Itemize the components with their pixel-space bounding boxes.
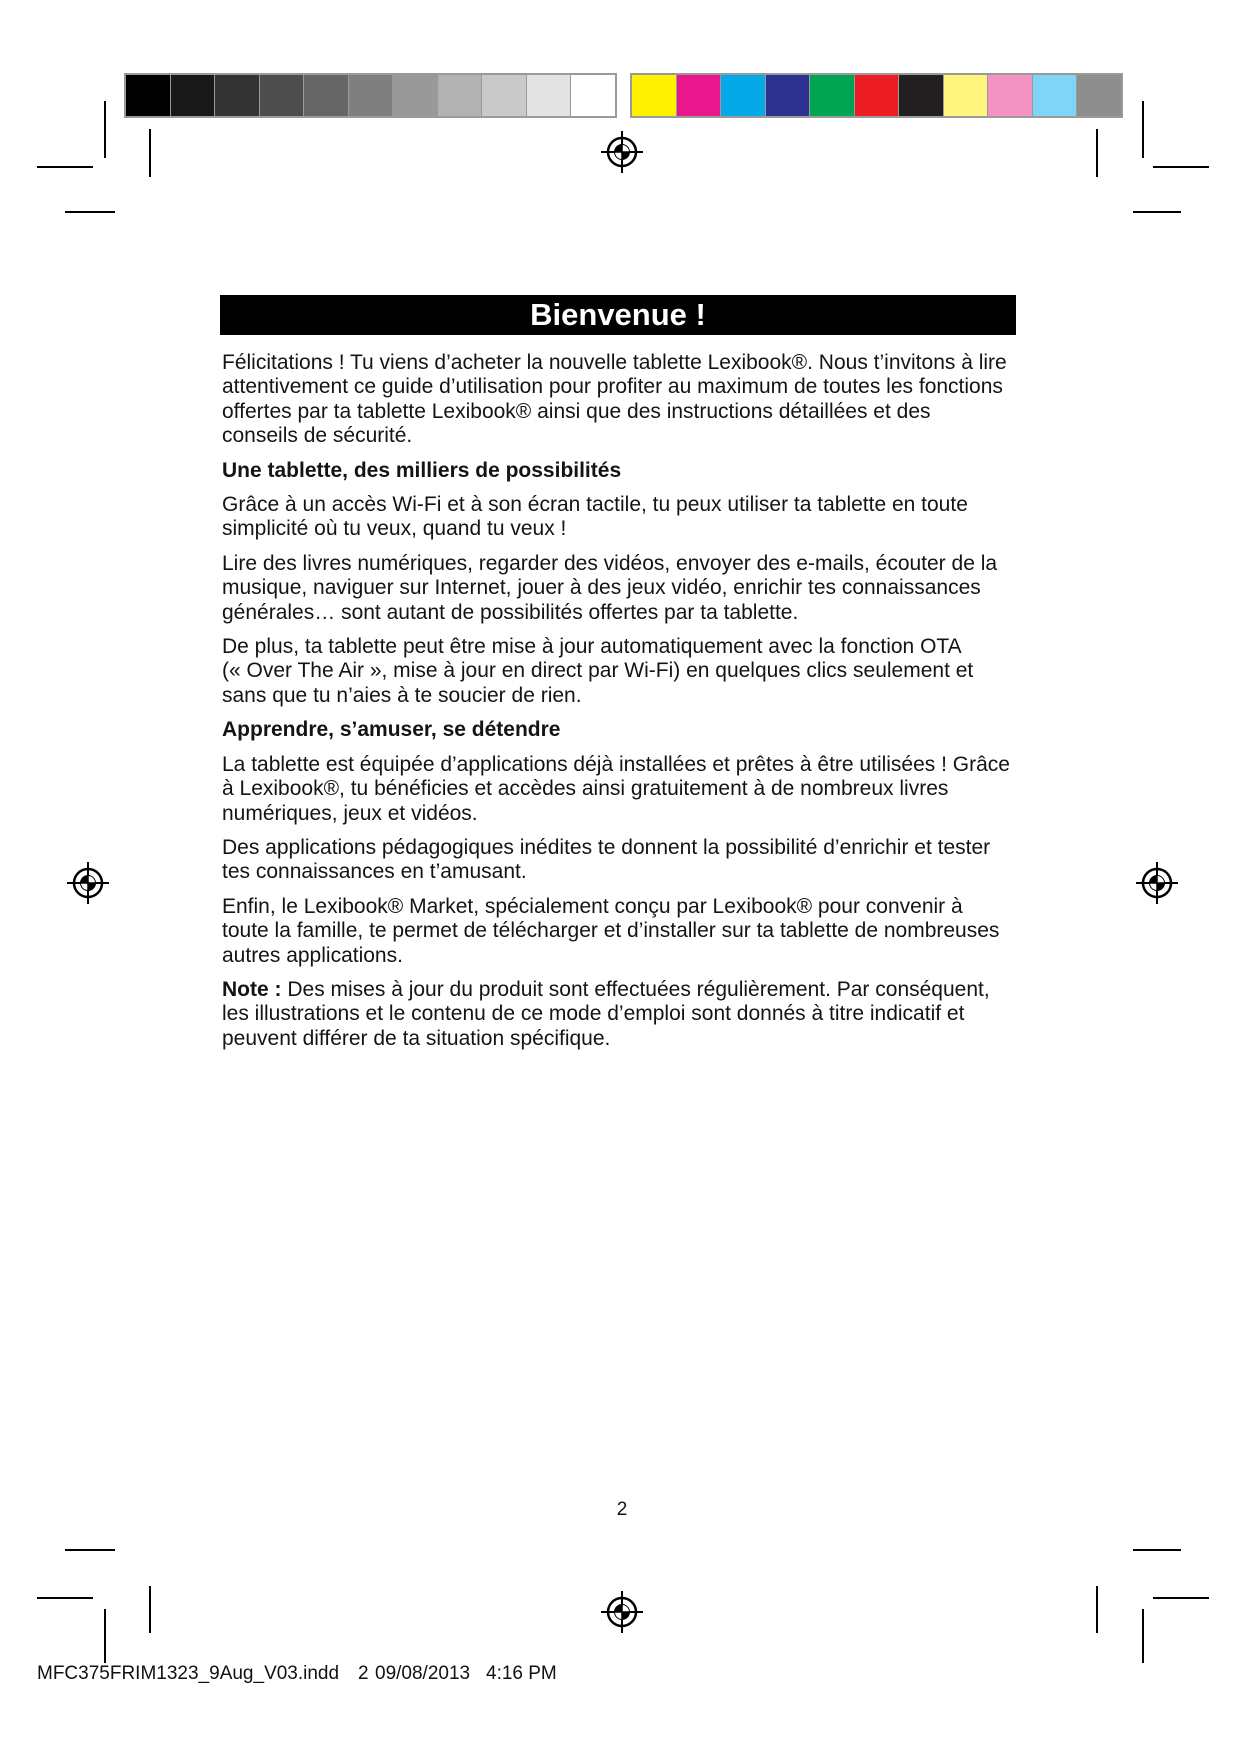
crop-mark <box>1153 1597 1209 1599</box>
note-text: Des mises à jour du produit sont effectuées régulièrement. Par conséquent, <box>287 977 990 1001</box>
intro-paragraph <box>222 351 1010 449</box>
swatch-magenta <box>677 75 721 116</box>
swatch-light-yellow <box>944 75 988 116</box>
crop-mark <box>149 1586 151 1633</box>
text-line: à Lexibook®, tu bénéficies et accèdes ainsi gratuitement à de nombreux livres <box>222 777 949 801</box>
swatch-green <box>810 75 854 116</box>
text-line: autres applications. <box>222 943 403 967</box>
text-line: simplicité où tu veux, quand tu veux ! <box>222 517 567 541</box>
text-line: tes connaissances en t’amusant. <box>222 860 527 884</box>
text-line: peuvent différer de ta situation spécifique. <box>222 1026 611 1050</box>
text-line: numériques, jeux et vidéos. <box>222 801 478 825</box>
section-heading: Apprendre, s’amuser, se détendre <box>222 718 561 742</box>
crop-mark <box>1096 129 1098 177</box>
note-paragraph <box>222 978 1010 1051</box>
paragraph <box>222 493 1010 542</box>
swatch-gray-1 <box>126 75 170 116</box>
swatch-gray-3 <box>215 75 259 116</box>
paragraph <box>222 753 1010 826</box>
paragraph <box>222 552 1010 625</box>
paragraph <box>222 895 1010 968</box>
slug-time: 4:16 PM <box>486 1663 557 1684</box>
process-color-bar <box>630 73 1123 118</box>
swatch-light-cyan <box>1033 75 1077 116</box>
body-text <box>222 351 1010 1051</box>
crop-mark <box>1133 1549 1181 1551</box>
crop-mark <box>65 211 115 213</box>
swatch-gray-2 <box>171 75 215 116</box>
swatch-gray-8 <box>438 75 482 116</box>
swatch-gray-6 <box>349 75 393 116</box>
registration-mark-icon <box>64 859 112 907</box>
text-line: les illustrations et le contenu de ce mode d’emploi sont donnés à titre indicatif et <box>222 1002 965 1026</box>
page-title: Bienvenue ! <box>220 295 1016 335</box>
crop-mark <box>37 1597 93 1599</box>
crop-mark <box>1153 166 1209 168</box>
crop-mark <box>1142 101 1144 158</box>
crop-mark <box>1133 211 1181 213</box>
text-line: Grâce à un accès Wi-Fi et à son écran tactile, tu peux utiliser ta tablette en toute <box>222 493 968 517</box>
swatch-red <box>855 75 899 116</box>
crop-mark <box>149 129 151 177</box>
text-line: De plus, ta tablette peut être mise à jour automatiquement avec la fonction OTA <box>222 635 962 659</box>
swatch-gray-4 <box>260 75 304 116</box>
swatch-cyan <box>721 75 765 116</box>
grayscale-color-bar <box>124 73 617 118</box>
text-line: toute la famille, te permet de télécharger et d’installer sur ta tablette de nombreuses <box>222 919 1000 943</box>
text-line: (« Over The Air », mise à jour en direct par Wi-Fi) en quelques clics seulement et <box>222 659 974 683</box>
swatch-pink <box>988 75 1032 116</box>
page-number: 2 <box>616 1499 628 1520</box>
text-line: Enfin, le Lexibook® Market, spécialement conçu par Lexibook® pour convenir à <box>222 894 963 918</box>
slug-page: 2 <box>358 1663 369 1684</box>
crop-mark <box>65 1549 115 1551</box>
text-line: La tablette est équipée d’applications déjà installées et prêtes à être utilisées ! Grâce <box>222 752 1010 776</box>
swatch-gray-5 <box>304 75 348 116</box>
text-line: générales… sont autant de possibilités offertes par ta tablette. <box>222 600 799 624</box>
registration-mark-icon <box>598 1588 646 1636</box>
text-line: Lire des livres numériques, regarder des vidéos, envoyer des e-mails, écouter de la <box>222 551 998 575</box>
swatch-black <box>899 75 943 116</box>
text-line: Des applications pédagogiques inédites te donnent la possibilité d’enrichir et tester <box>222 835 991 859</box>
text-line: attentivement ce guide d’utilisation pour profiter au maximum de toutes les fonctions <box>222 375 1003 399</box>
slug-filename: MFC375FRIM1323_9Aug_V03.indd <box>37 1663 340 1684</box>
swatch-gray-9 <box>482 75 526 116</box>
crop-mark <box>104 1609 106 1663</box>
swatch-gray <box>1077 75 1121 116</box>
crop-mark <box>1142 1609 1144 1663</box>
text-line: sans que tu n’aies à te soucier de rien. <box>222 683 582 707</box>
section-heading: Une tablette, des milliers de possibilités <box>222 458 622 482</box>
text-line: musique, naviguer sur Internet, jouer à des jeux vidéo, enrichir tes connaissances <box>222 576 981 600</box>
registration-mark-icon <box>1133 859 1181 907</box>
crop-mark <box>37 166 93 168</box>
crop-mark <box>1096 1586 1098 1633</box>
paragraph <box>222 635 1010 708</box>
swatch-blue <box>766 75 810 116</box>
swatch-gray-10 <box>527 75 571 116</box>
swatch-gray-7 <box>393 75 437 116</box>
text-line: conseils de sécurité. <box>222 424 413 448</box>
registration-mark-icon <box>598 128 646 176</box>
paragraph <box>222 836 1010 885</box>
swatch-gray-11 <box>571 75 615 116</box>
text-line: Félicitations ! Tu viens d’acheter la nouvelle tablette Lexibook®. Nous t’invitons à lire <box>222 351 1007 374</box>
note-label: Note : <box>222 977 282 1001</box>
crop-mark <box>104 101 106 158</box>
swatch-yellow <box>632 75 676 116</box>
text-line <box>222 978 1010 1002</box>
slug-date: 09/08/2013 <box>375 1663 471 1684</box>
text-line: offertes par ta tablette Lexibook® ainsi que des instructions détaillées et des <box>222 399 931 423</box>
